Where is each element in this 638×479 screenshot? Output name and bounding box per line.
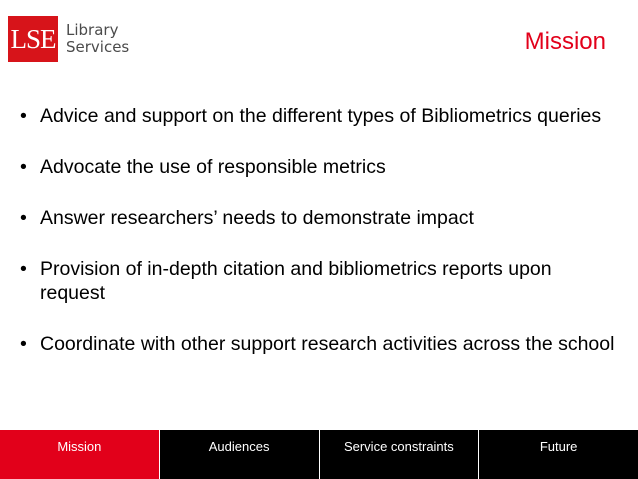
slide-title: Mission [524,28,606,55]
bullet-item: • Answer researchers’ needs to demonstrate impact [18,206,618,230]
bullet-item: • Advocate the use of responsible metrics [18,155,618,179]
bullet-item: • Coordinate with other support research activities across the school [18,332,618,356]
nav-tab-service-constraints[interactable]: Service constraints [320,430,480,479]
logo-line-services: Services [66,38,130,56]
nav-tab-future[interactable]: Future [539,439,578,454]
bullet-item: • Advice and support on the different types of Bibliometrics queries [18,104,618,128]
lse-logo-mark: LSE [8,16,58,62]
bullet-item: • Provision of in-depth citation and bibliometrics reports upon request [18,257,618,305]
lse-logo [8,16,129,62]
nav-tab-mission[interactable]: Mission [0,430,160,479]
logo-line-library: Library [66,21,119,39]
logo-text [66,22,129,56]
bullet-list [18,104,618,383]
nav-tab-audiences[interactable]: Audiences [160,430,320,479]
section-nav [0,430,638,479]
